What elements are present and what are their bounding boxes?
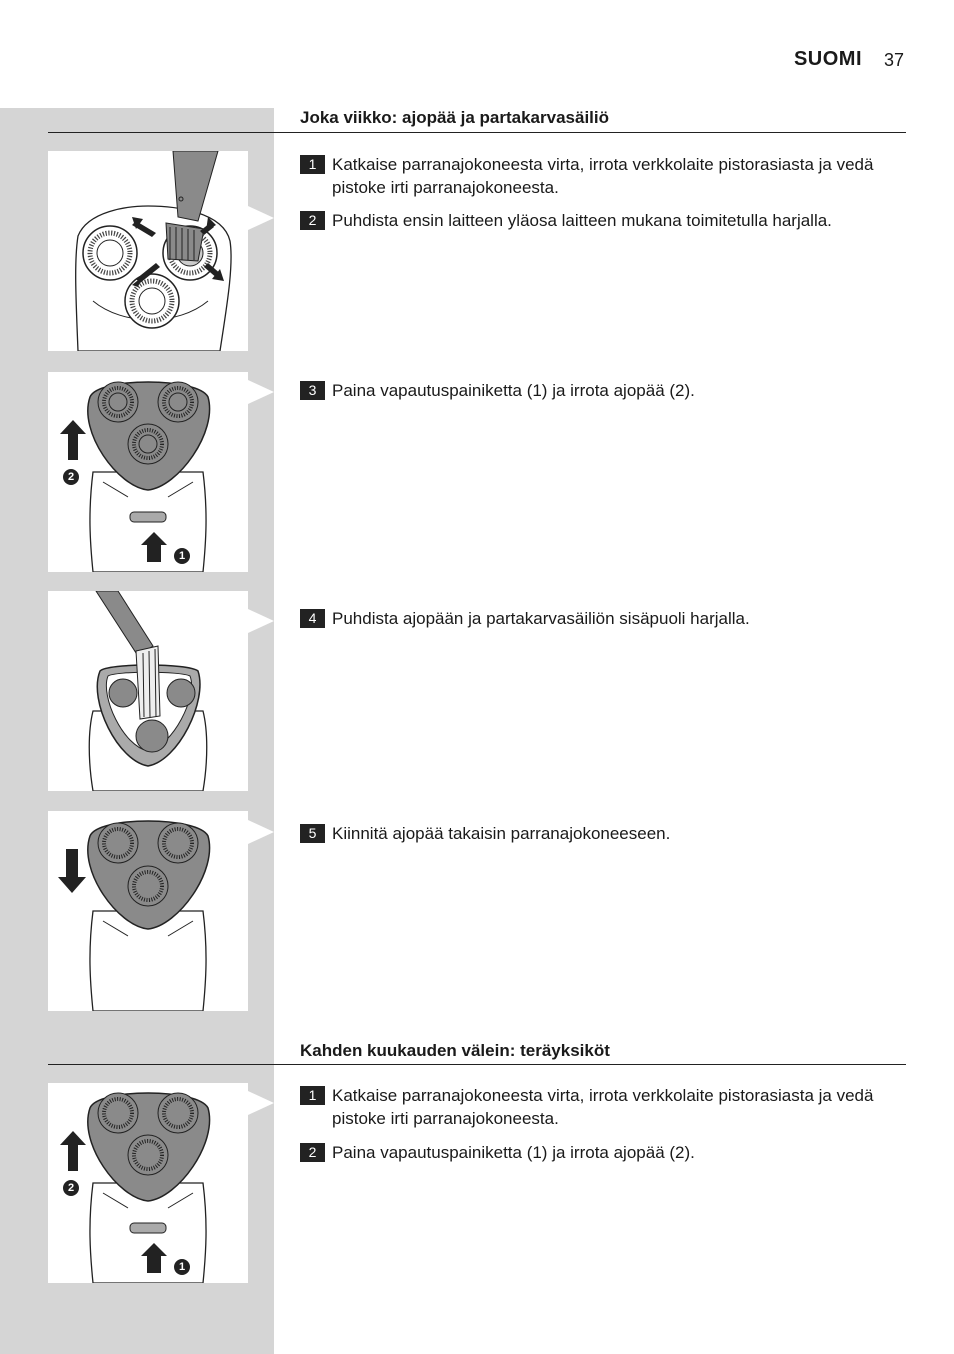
step-text: Puhdista ensin laitteen yläosa laitteen mukana toimitetulla harjalla. <box>332 211 832 230</box>
section-divider <box>48 132 906 133</box>
step-text: Kiinnitä ajopää takaisin parranajokoneeseen. <box>332 824 671 843</box>
step-number: 4 <box>300 609 325 628</box>
pointer-arrow <box>248 609 274 633</box>
page-number: 37 <box>884 50 905 70</box>
callout-1: 1 <box>174 1259 190 1275</box>
step-text: Paina vapautuspainiketta (1) ja irrota ajopää (2). <box>332 381 695 400</box>
step-text: Puhdista ajopään ja partakarvasäiliön sisäpuoli harjalla. <box>332 609 750 628</box>
arrow-down-icon <box>58 849 86 893</box>
step-number: 2 <box>300 211 325 230</box>
step-text: Paina vapautuspainiketta (1) ja irrota ajopää (2). <box>332 1143 695 1162</box>
section-title-weekly: Joka viikko: ajopää ja partakarvasäiliö <box>300 108 609 127</box>
step-text: Katkaise parranajokoneesta virta, irrota verkkolaite pistorasiasta ja vedä pistoke irti parranajokoneesta. <box>332 155 874 197</box>
illustration-release-head <box>48 1083 248 1283</box>
callout-1: 1 <box>174 548 190 564</box>
step-number: 1 <box>300 1086 325 1105</box>
pointer-arrow <box>248 206 274 230</box>
pointer-arrow <box>248 1091 274 1115</box>
language-label: SUOMI <box>793 48 862 70</box>
section-divider <box>48 1064 906 1065</box>
pointer-arrow <box>248 820 274 844</box>
step-number: 1 <box>300 155 325 174</box>
section-title-bimonthly: Kahden kuukauden välein: teräyksiköt <box>300 1041 610 1060</box>
callout-2: 2 <box>63 469 79 485</box>
step-number: 2 <box>300 1143 325 1162</box>
callout-2: 2 <box>63 1180 79 1196</box>
step-number: 5 <box>300 824 325 843</box>
step-text: Katkaise parranajokoneesta virta, irrota verkkolaite pistorasiasta ja vedä pistoke irti parranajokoneesta. <box>332 1086 874 1128</box>
step-number: 3 <box>300 381 325 400</box>
illustration-brush-cleaning <box>48 151 248 351</box>
pointer-arrow <box>248 380 274 404</box>
illustration-clean-inside <box>48 591 248 791</box>
illustration-release-head <box>48 372 248 572</box>
illustration-attach-head <box>48 811 248 1011</box>
